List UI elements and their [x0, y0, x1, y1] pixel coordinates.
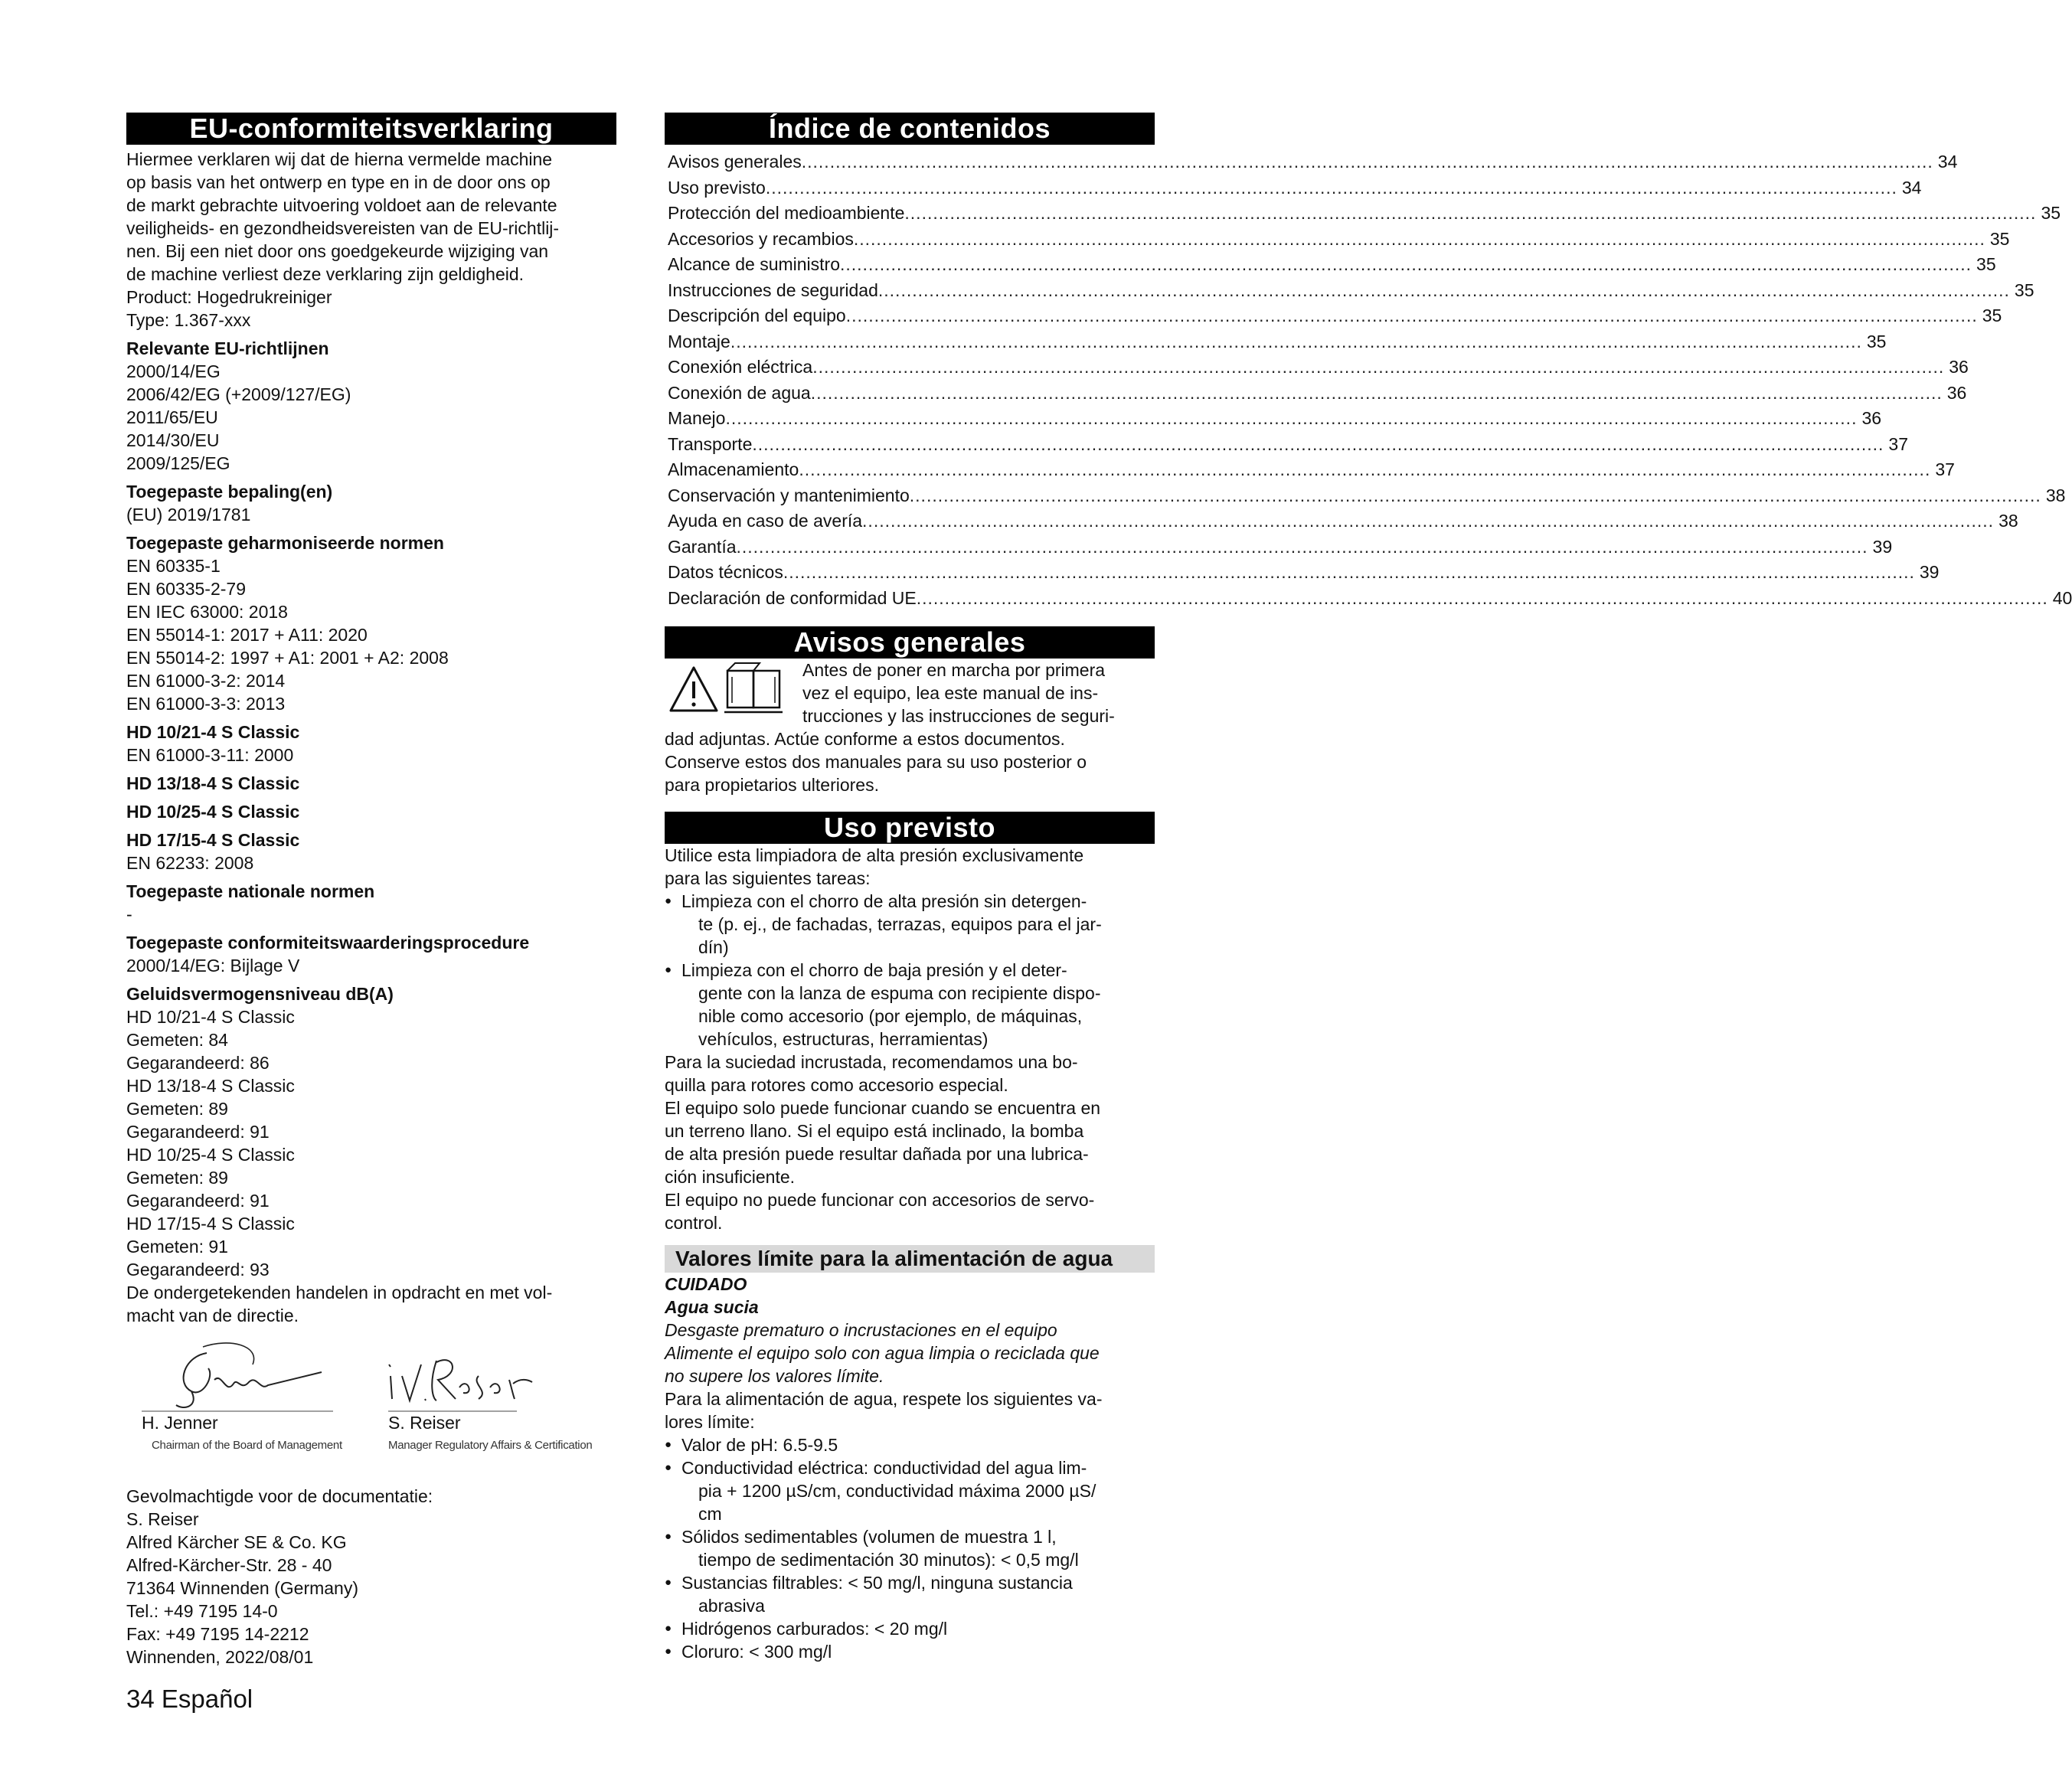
toc-leader-dots: ........................................................................................................................................................................................................	[845, 306, 1978, 325]
list-item	[665, 959, 1155, 1051]
geluid-line: Gemeten: 91	[126, 1237, 228, 1257]
toc-label: Protección del medioambiente	[668, 203, 905, 223]
bullet-text: vehículos, estructuras, herramientas)	[698, 1029, 989, 1049]
toc-leader-dots: ........................................................................................................................................................................................................	[840, 254, 1972, 274]
bullet-text: Hidrógenos carburados: < 20 mg/l	[681, 1619, 948, 1639]
contact-line: Tel.: +49 7195 14-0	[126, 1601, 278, 1621]
warning-text	[802, 659, 1155, 727]
uso-line: Para la suciedad incrustada, recomendamos una bo-	[665, 1052, 1078, 1072]
toc-page-number: 40	[2052, 587, 2072, 608]
signer-name-reiser: S. Reiser	[388, 1413, 461, 1433]
toc-row[interactable]	[665, 149, 1958, 175]
toc-row[interactable]	[665, 534, 1893, 561]
bullet-text: Sólidos sedimentables (volumen de muestra 1 l,	[681, 1527, 1057, 1547]
toc-page-number: 35	[1866, 331, 1887, 351]
page-footer: 34 Español	[126, 1685, 253, 1713]
uso-line: El equipo no puede funcionar con accesorios de servo-	[665, 1190, 1095, 1210]
uso-line: quilla para rotores como accesorio especial.	[665, 1075, 1008, 1095]
contact-line: Alfred-Kärcher-Str. 28 - 40	[126, 1555, 332, 1575]
caution-title: Agua sucia	[665, 1297, 759, 1317]
contact-line: Winnenden, 2022/08/01	[126, 1647, 314, 1667]
signer-role-jenner: Chairman of the Board of Management	[152, 1439, 342, 1452]
toc-page-number: 36	[1861, 408, 1882, 428]
uso-line: El equipo solo puede funcionar cuando se encuentra en	[665, 1098, 1101, 1118]
model-heading: HD 13/18-4 S Classic	[126, 773, 300, 793]
toc-leader-dots: ........................................................................................................................................................................................................	[853, 228, 1985, 249]
toc-leader-dots: ........................................................................................................................................................................................................	[877, 279, 2010, 300]
caution-line: Alimente el equipo solo con agua limpia o reciclada que	[665, 1343, 1100, 1363]
warning-line: trucciones y las instrucciones de seguri-	[802, 706, 1115, 726]
geluid-line: Gemeten: 89	[126, 1168, 228, 1188]
procedure-line: 2000/14/EG: Bijlage V	[126, 956, 300, 976]
toc-page-number: 38	[1998, 511, 2018, 531]
section-title-uso: Uso previsto	[665, 812, 1155, 844]
valores-intro-line: Para la alimentación de agua, respete los siguientes va-	[665, 1389, 1103, 1409]
avisos-line: Conserve estos dos manuales para su uso posterior o	[665, 752, 1087, 772]
toc-label: Instrucciones de seguridad	[668, 279, 878, 300]
geluid-line: HD 10/21-4 S Classic	[126, 1007, 295, 1027]
toc-row[interactable]	[665, 252, 1996, 278]
subheading-geluid: Geluidsvermogensniveau dB(A)	[126, 984, 394, 1004]
toc-row[interactable]	[665, 586, 2072, 612]
subheading-procedure: Toegepaste conformiteitswaarderingsprocedure	[126, 933, 530, 953]
toc-page-number: 35	[1982, 306, 2002, 325]
bullet-text: pia + 1200 µS/cm, conductividad máxima 2000 µS/	[698, 1481, 1096, 1501]
toc-row[interactable]	[665, 175, 1922, 201]
intro-line: de machine verliest deze verklaring zijn geldigheid.	[126, 264, 525, 284]
signer-name-jenner: H. Jenner	[142, 1413, 218, 1433]
toc-leader-dots: ........................................................................................................................................................................................................	[799, 459, 1931, 479]
bullet-text: abrasiva	[698, 1596, 765, 1616]
valores-bullets	[665, 1433, 1155, 1663]
subheading-bepaling: Toegepaste bepaling(en)	[126, 482, 333, 502]
contact-line: 71364 Winnenden (Germany)	[126, 1578, 358, 1598]
toc-leader-dots: ........................................................................................................................................................................................................	[904, 203, 2037, 223]
bullet-text: Cloruro: < 300 mg/l	[681, 1642, 832, 1662]
section-title-eu-conformity: EU-conformiteitsverklaring	[126, 113, 616, 145]
intro-block	[126, 148, 616, 332]
toc-page-number: 37	[1888, 433, 1908, 454]
toc-leader-dots: ........................................................................................................................................................................................................	[812, 357, 1945, 377]
bepaling-line: (EU) 2019/1781	[126, 505, 251, 525]
richtlijn-line: 2009/125/EG	[126, 453, 230, 473]
toc-label: Montaje	[668, 331, 730, 351]
signature-underlines	[126, 1338, 616, 1468]
toc-row[interactable]	[665, 227, 2010, 253]
toc-row[interactable]	[665, 381, 1967, 407]
toc-label: Descripción del equipo	[668, 306, 846, 325]
toc-label: Accesorios y recambios	[668, 228, 854, 249]
warning-line: vez el equipo, lea este manual de ins-	[802, 683, 1099, 703]
toc-leader-dots: ........................................................................................................................................................................................................	[801, 152, 1933, 172]
list-item	[665, 1525, 1155, 1571]
toc-label: Transporte	[668, 433, 753, 454]
model-norm: EN 62233: 2008	[126, 853, 254, 873]
toc-label: Avisos generales	[668, 152, 802, 172]
caution-line: no supere los valores límite.	[665, 1366, 884, 1386]
model-heading: HD 10/21-4 S Classic	[126, 722, 300, 742]
left-column	[126, 113, 616, 1668]
toc-label: Ayuda en caso de avería	[668, 511, 863, 531]
section-title-valores: Valores límite para la alimentación de agua	[665, 1245, 1155, 1273]
toc-leader-dots: ........................................................................................................................................................................................................	[736, 536, 1868, 557]
toc-page-number: 35	[1989, 228, 2010, 249]
bullet-text: dín)	[698, 937, 729, 957]
uso-intro-line: Utilice esta limpiadora de alta presión exclusivamente	[665, 845, 1084, 865]
intro-line: de markt gebrachte uitvoering voldoet aan de relevante	[126, 195, 557, 215]
intro-line: Type: 1.367-xxx	[126, 310, 251, 330]
contact-block	[126, 1485, 616, 1668]
warning-block	[665, 659, 1155, 727]
toc-page-number: 39	[1919, 562, 1940, 582]
subheading-richtlijnen: Relevante EU-richtlijnen	[126, 338, 329, 358]
toc-row[interactable]	[665, 406, 1882, 432]
toc-row[interactable]	[665, 303, 2002, 329]
toc-label: Manejo	[668, 408, 726, 428]
table-of-contents	[665, 149, 2072, 611]
toc-page-number: 35	[1976, 254, 1996, 274]
norm-line: EN 61000-3-2: 2014	[126, 671, 286, 691]
toc-leader-dots: ........................................................................................................................................................................................................	[730, 331, 1862, 351]
signatures	[126, 1338, 616, 1468]
toc-label: Conexión de agua	[668, 382, 811, 403]
avisos-line: dad adjuntas. Actúe conforme a estos documentos.	[665, 729, 1065, 749]
uso-line: un terreno llano. Si el equipo está inclinado, la bomba	[665, 1121, 1084, 1141]
warning-and-manual-icon	[665, 659, 799, 727]
toc-page-number: 35	[2014, 279, 2034, 300]
list-item	[665, 890, 1155, 959]
norm-line: EN 61000-3-3: 2013	[126, 694, 286, 714]
model-heading: HD 10/25-4 S Classic	[126, 802, 300, 822]
richtlijn-line: 2014/30/EU	[126, 430, 220, 450]
list-item	[665, 1433, 1155, 1456]
geluid-line: Gemeten: 89	[126, 1099, 228, 1119]
model-norm: EN 61000-3-11: 2000	[126, 745, 294, 765]
section-title-avisos: Avisos generales	[665, 626, 1155, 659]
toc-label: Uso previsto	[668, 177, 766, 198]
toc-row[interactable]	[665, 278, 2034, 304]
intro-line: veiligheids- en gezondheidsvereisten van de EU-richtlij-	[126, 218, 560, 238]
intro-line: nen. Bij een niet door ons goedgekeurde wijziging van	[126, 241, 549, 261]
toc-page-number: 39	[1872, 536, 1893, 557]
geluid-line: Gegarandeerd: 93	[126, 1260, 270, 1280]
toc-row[interactable]	[665, 201, 2061, 227]
subheading-nationaal: Toegepaste nationale normen	[126, 881, 375, 901]
intro-line: Product: Hogedrukreiniger	[126, 287, 332, 307]
bullet-text: Limpieza con el chorro de baja presión y el deter-	[681, 960, 1067, 980]
toc-label: Almacenamiento	[668, 459, 799, 479]
caution-label: CUIDADO	[665, 1274, 747, 1294]
section-title-toc: Índice de contenidos	[665, 113, 1155, 145]
right-column	[665, 113, 2072, 1663]
geluid-line: Gemeten: 84	[126, 1030, 228, 1050]
richtlijn-line: 2000/14/EG	[126, 361, 221, 381]
norm-line: EN IEC 63000: 2018	[126, 602, 288, 622]
toc-row[interactable]	[665, 457, 1955, 483]
bullet-text: te (p. ej., de fachadas, terrazas, equipos para el jar-	[698, 914, 1102, 934]
toc-leader-dots: ........................................................................................................................................................................................................	[752, 433, 1884, 454]
toc-page-number: 36	[1949, 357, 1969, 377]
toc-leader-dots: ........................................................................................................................................................................................................	[916, 587, 2048, 608]
closing-line: macht van de directie.	[126, 1306, 299, 1325]
contact-line: Fax: +49 7195 14-2212	[126, 1624, 309, 1644]
avisos-line: para propietarios ulteriores.	[665, 775, 879, 795]
norm-line: EN 60335-1	[126, 556, 221, 576]
richtlijn-line: 2006/42/EG (+2009/127/EG)	[126, 384, 351, 404]
list-item	[665, 1571, 1155, 1617]
uso-line: ción insuficiente.	[665, 1167, 796, 1187]
norm-line: EN 55014-2: 1997 + A1: 2001 + A2: 2008	[126, 648, 449, 668]
toc-leader-dots: ........................................................................................................................................................................................................	[862, 511, 1995, 531]
bullet-text: Limpieza con el chorro de alta presión sin detergen-	[681, 891, 1087, 911]
bullet-text: gente con la lanza de espuma con recipiente dispo-	[698, 983, 1101, 1003]
geluid-line: HD 17/15-4 S Classic	[126, 1214, 295, 1234]
geluid-line: Gegarandeerd: 86	[126, 1053, 270, 1073]
toc-leader-dots: ........................................................................................................................................................................................................	[783, 562, 1915, 582]
toc-row[interactable]	[665, 355, 1969, 381]
toc-label: Conservación y mantenimiento	[668, 485, 910, 505]
subheading-geharmoniseerd: Toegepaste geharmoniseerde normen	[126, 533, 444, 553]
toc-leader-dots: ........................................................................................................................................................................................................	[810, 382, 1943, 403]
toc-row[interactable]	[665, 508, 2018, 534]
bullet-text: Sustancias filtrables: < 50 mg/l, ninguna sustancia	[681, 1573, 1073, 1593]
norm-line: EN 55014-1: 2017 + A11: 2020	[126, 625, 368, 645]
list-item	[665, 1640, 1155, 1663]
bullet-text: nible como accesorio (por ejemplo, de máquinas,	[698, 1006, 1083, 1026]
toc-label: Alcance de suministro	[668, 254, 840, 274]
geluid-line: HD 10/25-4 S Classic	[126, 1145, 295, 1165]
warning-line: Antes de poner en marcha por primera	[802, 660, 1106, 680]
contact-line: Alfred Kärcher SE & Co. KG	[126, 1532, 347, 1552]
bullet-text: cm	[698, 1504, 722, 1524]
closing-line: De ondergetekenden handelen in opdracht en met vol-	[126, 1283, 553, 1302]
bullet-text: Valor de pH: 6.5-9.5	[681, 1435, 838, 1455]
uso-bullets	[665, 890, 1155, 1051]
toc-row[interactable]	[665, 560, 1940, 586]
nationaal-line: -	[126, 904, 132, 924]
list-item	[665, 1617, 1155, 1640]
signer-role-reiser: Manager Regulatory Affairs & Certification	[388, 1439, 593, 1452]
toc-page-number: 34	[1937, 152, 1958, 172]
toc-row[interactable]	[665, 329, 1887, 355]
toc-page-number: 38	[2045, 485, 2066, 505]
uso-line: de alta presión puede resultar dañada por una lubrica-	[665, 1144, 1089, 1164]
valores-intro-line: lores límite:	[665, 1412, 755, 1432]
toc-row[interactable]	[665, 483, 2066, 509]
uso-intro-line: para las siguientes tareas:	[665, 868, 871, 888]
contact-line: S. Reiser	[126, 1509, 199, 1529]
geluid-line: Gegarandeerd: 91	[126, 1122, 270, 1142]
toc-label: Declaración de conformidad UE	[668, 587, 917, 608]
toc-label: Conexión eléctrica	[668, 357, 813, 377]
norm-line: EN 60335-2-79	[126, 579, 246, 599]
toc-page-number: 37	[1935, 459, 1955, 479]
geluid-line: Gegarandeerd: 91	[126, 1191, 270, 1211]
caution-line: Desgaste prematuro o incrustaciones en el equipo	[665, 1320, 1057, 1340]
toc-row[interactable]	[665, 432, 1908, 458]
toc-page-number: 34	[1901, 177, 1922, 198]
contact-line: Gevolmachtigde voor de documentatie:	[126, 1486, 433, 1506]
intro-line: op basis van het ontwerp en type en in de door ons op	[126, 172, 551, 192]
intro-line: Hiermee verklaren wij dat de hierna vermelde machine	[126, 149, 553, 169]
list-item	[665, 1456, 1155, 1525]
toc-label: Garantía	[668, 536, 737, 557]
richtlijn-line: 2011/65/EU	[126, 407, 218, 427]
model-heading: HD 17/15-4 S Classic	[126, 830, 300, 850]
bullet-text: tiempo de sedimentación 30 minutos): < 0,5 mg/l	[698, 1550, 1079, 1570]
toc-leader-dots: ........................................................................................................................................................................................................	[909, 485, 2041, 505]
uso-line: control.	[665, 1213, 723, 1233]
toc-page-number: 35	[2041, 203, 2061, 223]
toc-leader-dots: ........................................................................................................................................................................................................	[725, 408, 1858, 428]
bullet-text: Conductividad eléctrica: conductividad del agua lim-	[681, 1458, 1087, 1478]
toc-leader-dots: ........................................................................................................................................................................................................	[765, 177, 1897, 198]
toc-label: Datos técnicos	[668, 562, 783, 582]
toc-page-number: 36	[1946, 382, 1967, 403]
geluid-line: HD 13/18-4 S Classic	[126, 1076, 295, 1096]
